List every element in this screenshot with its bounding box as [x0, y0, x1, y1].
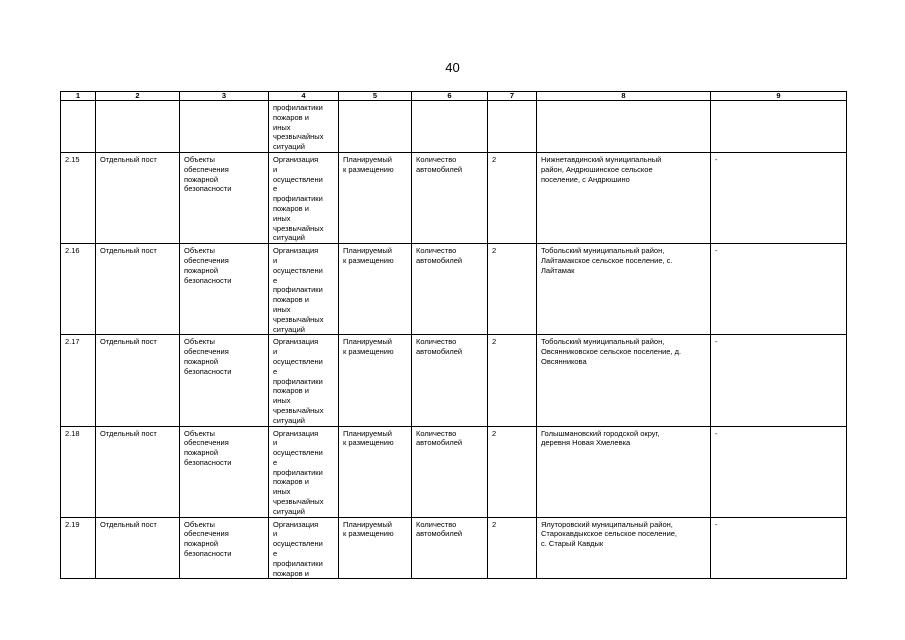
table-cell-location: Тобольский муниципальный район, Овсянниковское сельское поселение, д. Овсянникова [537, 335, 711, 426]
table-cell-location: Нижнетавдинский муниципальный район, Андрюшинское сельское поселение, с Андрюшино [537, 152, 711, 243]
table-cell-num: 2.16 [61, 244, 96, 335]
column-header: 5 [339, 92, 412, 101]
table-cell-purpose: Организация и осуществлени е профилактики пожаров и иных чрезвычайных ситуаций [269, 244, 339, 335]
column-header: 9 [711, 92, 847, 101]
table-cell-location: Голышмановский городской округ, деревня Новая Хмелевка [537, 426, 711, 517]
table-cell-num: 2.17 [61, 335, 96, 426]
table-cell-value: 2 [488, 335, 537, 426]
table-cell-indicator: Количество автомобилей [412, 517, 488, 579]
table-cell-status: Планируемый к размещению [339, 426, 412, 517]
table-cell-location: Тобольский муниципальный район, Лайтамакское сельское поселение, с. Лайтамак [537, 244, 711, 335]
table-cell [339, 101, 412, 153]
table-cell: профилактики пожаров и иных чрезвычайных ситуаций [269, 101, 339, 153]
table-cell-indicator: Количество автомобилей [412, 244, 488, 335]
table-cell-purpose: Организация и осуществлени е профилактики пожаров и иных чрезвычайных ситуаций [269, 426, 339, 517]
table-cell-indicator: Количество автомобилей [412, 426, 488, 517]
continuation-row [61, 101, 847, 153]
table-cell-status: Планируемый к размещению [339, 152, 412, 243]
table-cell-note: - [711, 244, 847, 335]
column-header: 4 [269, 92, 339, 101]
table-cell-object: Объекты обеспечения пожарной безопасности [180, 335, 269, 426]
column-header: 3 [180, 92, 269, 101]
column-header: 1 [61, 92, 96, 101]
table-cell-type: Отдельный пост [96, 152, 180, 243]
table-cell-note: - [711, 335, 847, 426]
table-body [61, 101, 847, 579]
table-row [61, 152, 847, 243]
column-header: 6 [412, 92, 488, 101]
document-table [60, 91, 847, 579]
table-cell-location: Ялуторовский муниципальный район, Старокавдыкское сельское поселение, с. Старый Кавдык [537, 517, 711, 579]
table-cell-purpose: Организация и осуществлени е профилактики пожаров и иных чрезвычайных ситуаций [269, 335, 339, 426]
header-row [61, 92, 847, 101]
table-cell [537, 101, 711, 153]
table-cell-note: - [711, 152, 847, 243]
table-cell [61, 101, 96, 153]
column-header: 2 [96, 92, 180, 101]
table-cell-indicator: Количество автомобилей [412, 152, 488, 243]
table-cell-object: Объекты обеспечения пожарной безопасности [180, 426, 269, 517]
table-cell-note: - [711, 517, 847, 579]
table-cell-object: Объекты обеспечения пожарной безопасности [180, 517, 269, 579]
table-cell [488, 101, 537, 153]
table-row [61, 244, 847, 335]
table-cell-status: Планируемый к размещению [339, 517, 412, 579]
column-header: 8 [537, 92, 711, 101]
table-cell-num: 2.19 [61, 517, 96, 579]
table-row [61, 517, 847, 579]
table-cell-value: 2 [488, 244, 537, 335]
table-row [61, 335, 847, 426]
table-cell-num: 2.15 [61, 152, 96, 243]
table-cell [96, 101, 180, 153]
table-cell [711, 101, 847, 153]
table-cell-object: Объекты обеспечения пожарной безопасности [180, 244, 269, 335]
table-cell-status: Планируемый к размещению [339, 335, 412, 426]
table-cell-status: Планируемый к размещению [339, 244, 412, 335]
table-cell-value: 2 [488, 517, 537, 579]
table-cell [412, 101, 488, 153]
table-cell-object: Объекты обеспечения пожарной безопасности [180, 152, 269, 243]
table-cell-type: Отдельный пост [96, 426, 180, 517]
table-cell-type: Отдельный пост [96, 244, 180, 335]
table-cell [180, 101, 269, 153]
table-cell-indicator: Количество автомобилей [412, 335, 488, 426]
table-cell-note: - [711, 426, 847, 517]
column-header: 7 [488, 92, 537, 101]
table-cell-purpose: Организация и осуществлени е профилактики пожаров и иных чрезвычайных ситуаций [269, 152, 339, 243]
table-cell-num: 2.18 [61, 426, 96, 517]
table-cell-purpose: Организация и осуществлени е профилактики пожаров и [269, 517, 339, 579]
page-number: 40 [445, 60, 460, 75]
table-cell-value: 2 [488, 426, 537, 517]
table-cell-value: 2 [488, 152, 537, 243]
table-cell-type: Отдельный пост [96, 335, 180, 426]
table-row [61, 426, 847, 517]
table-cell-type: Отдельный пост [96, 517, 180, 579]
